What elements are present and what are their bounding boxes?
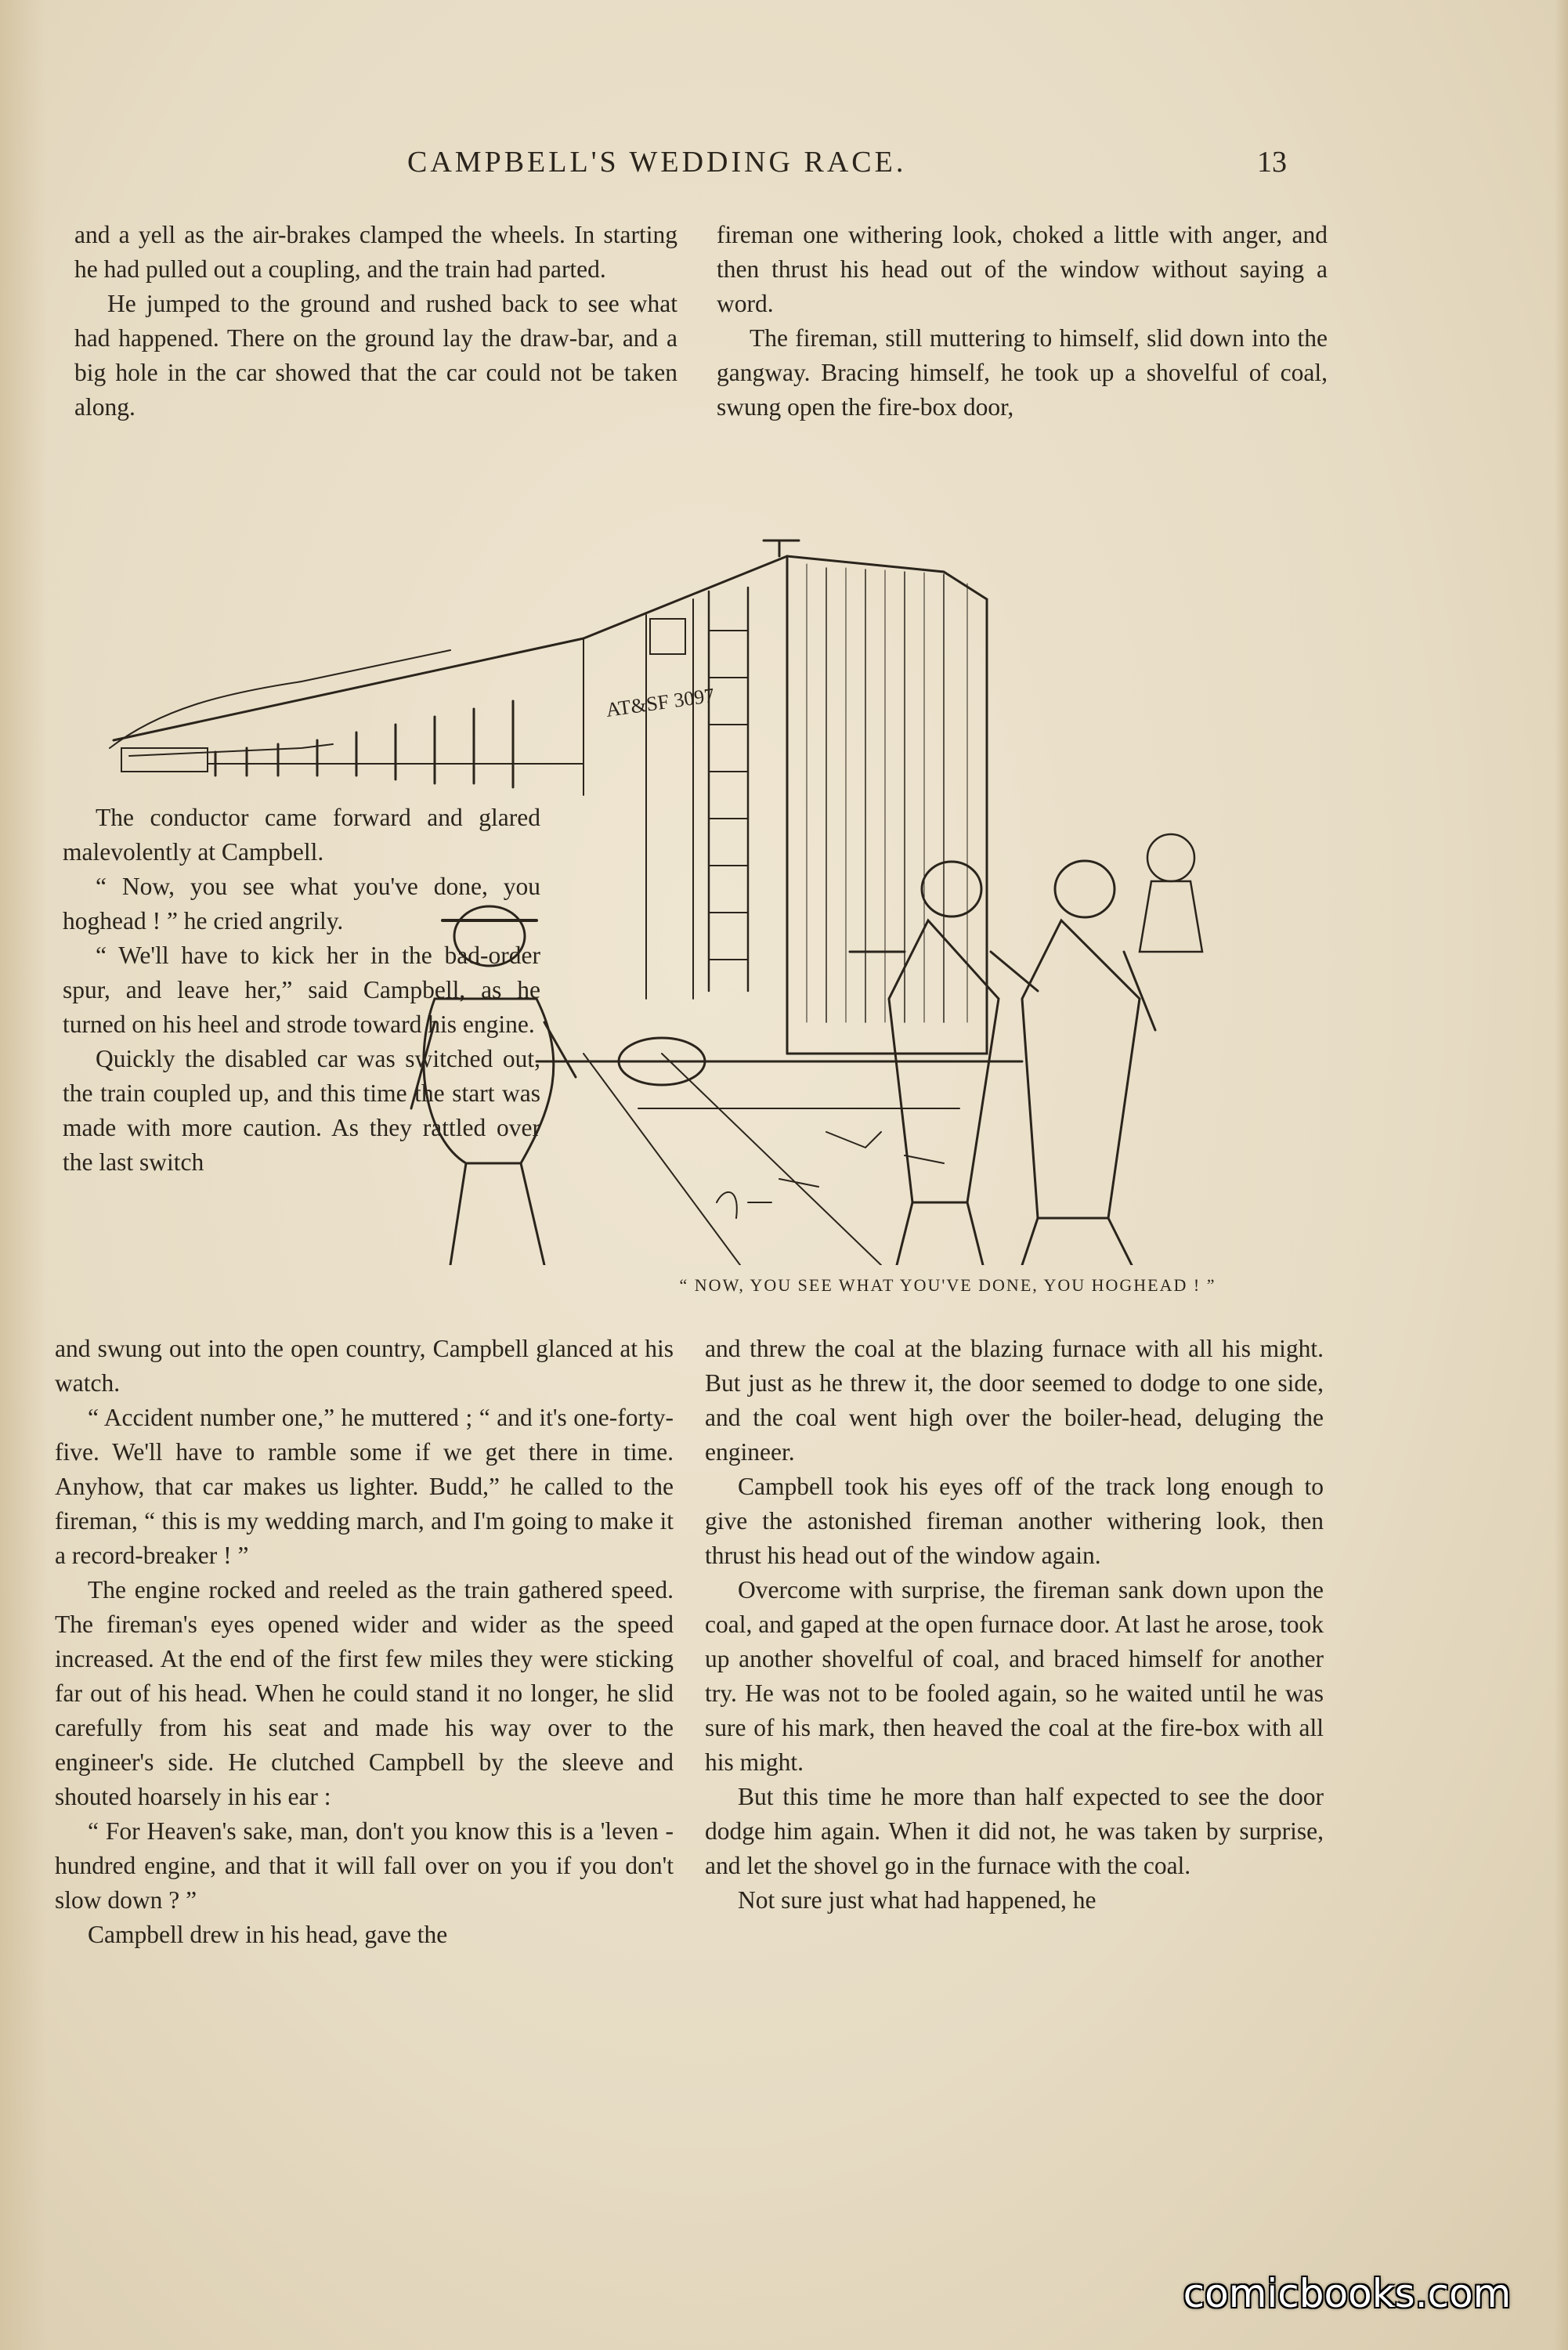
paragraph: The engine rocked and reeled as the train gathered speed. The fireman's eyes opened wider and wider as the speed increased. At the end of the first few miles they were sticking far out of his head. When he could stand it no longer, he slid carefully from his seat and made his way over to the engineer's side. He clutched Campbell by the sleeve and shouted hoarsely in his ear : bbox=[55, 1576, 674, 1810]
locomotive-icon bbox=[121, 748, 208, 772]
smoke-plume-icon bbox=[110, 650, 450, 748]
conductor-figure bbox=[411, 906, 576, 1265]
page-number: 13 bbox=[1257, 146, 1287, 179]
box-car-outline bbox=[583, 556, 987, 1054]
paragraph: The fireman, still muttering to himself, slid down into the gangway. Bracing himself, he took up a shovelful of coal, swung open the fire-box door, bbox=[717, 324, 1328, 421]
paragraph: “ Accident number one,” he muttered ; “ and it's one-forty-five. We'll have to ramble some if we get there in time. Anyhow, that car makes us lighter. Budd,” he called to the fireman, “ this is my wedding march, and I'm going to make it a record-breaker ! ” bbox=[55, 1404, 674, 1569]
paragraph: Campbell drew in his head, gave the bbox=[88, 1921, 448, 1948]
ladder-icon bbox=[709, 588, 748, 991]
railroad-track-icon bbox=[583, 1054, 959, 1265]
column-left-top bbox=[74, 218, 677, 425]
paragraph: Not sure just what had happened, he bbox=[738, 1886, 1097, 1914]
railroad-scene-illustration bbox=[98, 513, 1300, 1265]
column-right-bottom bbox=[705, 1332, 1324, 1918]
paragraph: But this time he more than half expected to see the door dodge him again. When it did not, he was taken by surprise, and let the shovel go in the furnace with the coal. bbox=[705, 1783, 1324, 1879]
car-marking: AT&SF 3097 bbox=[604, 683, 716, 721]
paragraph: Quickly the disabled car was switched out, the train coupled up, and this time the start was made with more caution. As they rattled over the last switch bbox=[63, 1045, 540, 1176]
paragraph: “ We'll have to kick her in the bad-order spur, and leave her,” said Campbell, as he turned on his heel and strode toward his engine. bbox=[63, 942, 540, 1038]
paragraph: and swung out into the open country, Campbell glanced at his watch. bbox=[55, 1335, 674, 1397]
page-edge-shadow bbox=[1555, 0, 1568, 2350]
brakeman-figure bbox=[1140, 834, 1202, 952]
running-header bbox=[0, 145, 1568, 192]
column-left-bottom bbox=[55, 1332, 674, 1952]
paragraph: Overcome with surprise, the fireman sank down upon the coal, and gaped at the open furnace door. At last he arose, took up another shovelful of coal, and braced himself for another try. He was not to be fooled again, so he waited until he was sure of his mark, then heaved the coal at the fire-box with all his might. bbox=[705, 1576, 1324, 1776]
illustration-caption: “ NOW, YOU SEE WHAT YOU'VE DONE, YOU HOGHEAD ! ” bbox=[679, 1275, 1216, 1295]
paragraph: “ Now, you see what you've done, you hoghead ! ” he cried angrily. bbox=[63, 873, 540, 935]
paragraph: The conductor came forward and glared malevolently at Campbell. bbox=[63, 804, 540, 866]
campbell-figure bbox=[1022, 861, 1155, 1265]
paragraph: and threw the coal at the blazing furnace with all his might. But just as he threw it, the door seemed to dodge to one side, and the coal went high over the boiler-head, deluging the engineer. bbox=[705, 1335, 1324, 1466]
header-title: CAMPBELL'S WEDDING RACE. bbox=[407, 146, 907, 179]
page-spine-shadow bbox=[0, 0, 47, 2350]
paragraph: He jumped to the ground and rushed back to see what had happened. There on the ground lay the draw-bar, and a big hole in the car showed that the car could not be taken along. bbox=[74, 290, 677, 421]
column-right-top bbox=[717, 218, 1328, 425]
paragraph: and a yell as the air-brakes clamped the wheels. In starting he had pulled out a coupling, and the train had parted. bbox=[74, 221, 677, 283]
paragraph: fireman one withering look, choked a little with anger, and then thrust his head out of the window without saying a word. bbox=[717, 221, 1328, 317]
watermark-logo: comicbooks.com bbox=[1183, 2271, 1512, 2316]
paragraph: Campbell took his eyes off of the track long enough to give the astonished fireman another withering look, then thrust his head out of the window again. bbox=[705, 1473, 1324, 1569]
paragraph: “ For Heaven's sake, man, don't you know this is a 'leven - hundred engine, and that it will fall over on you if you don't slow down ? ” bbox=[55, 1817, 674, 1914]
